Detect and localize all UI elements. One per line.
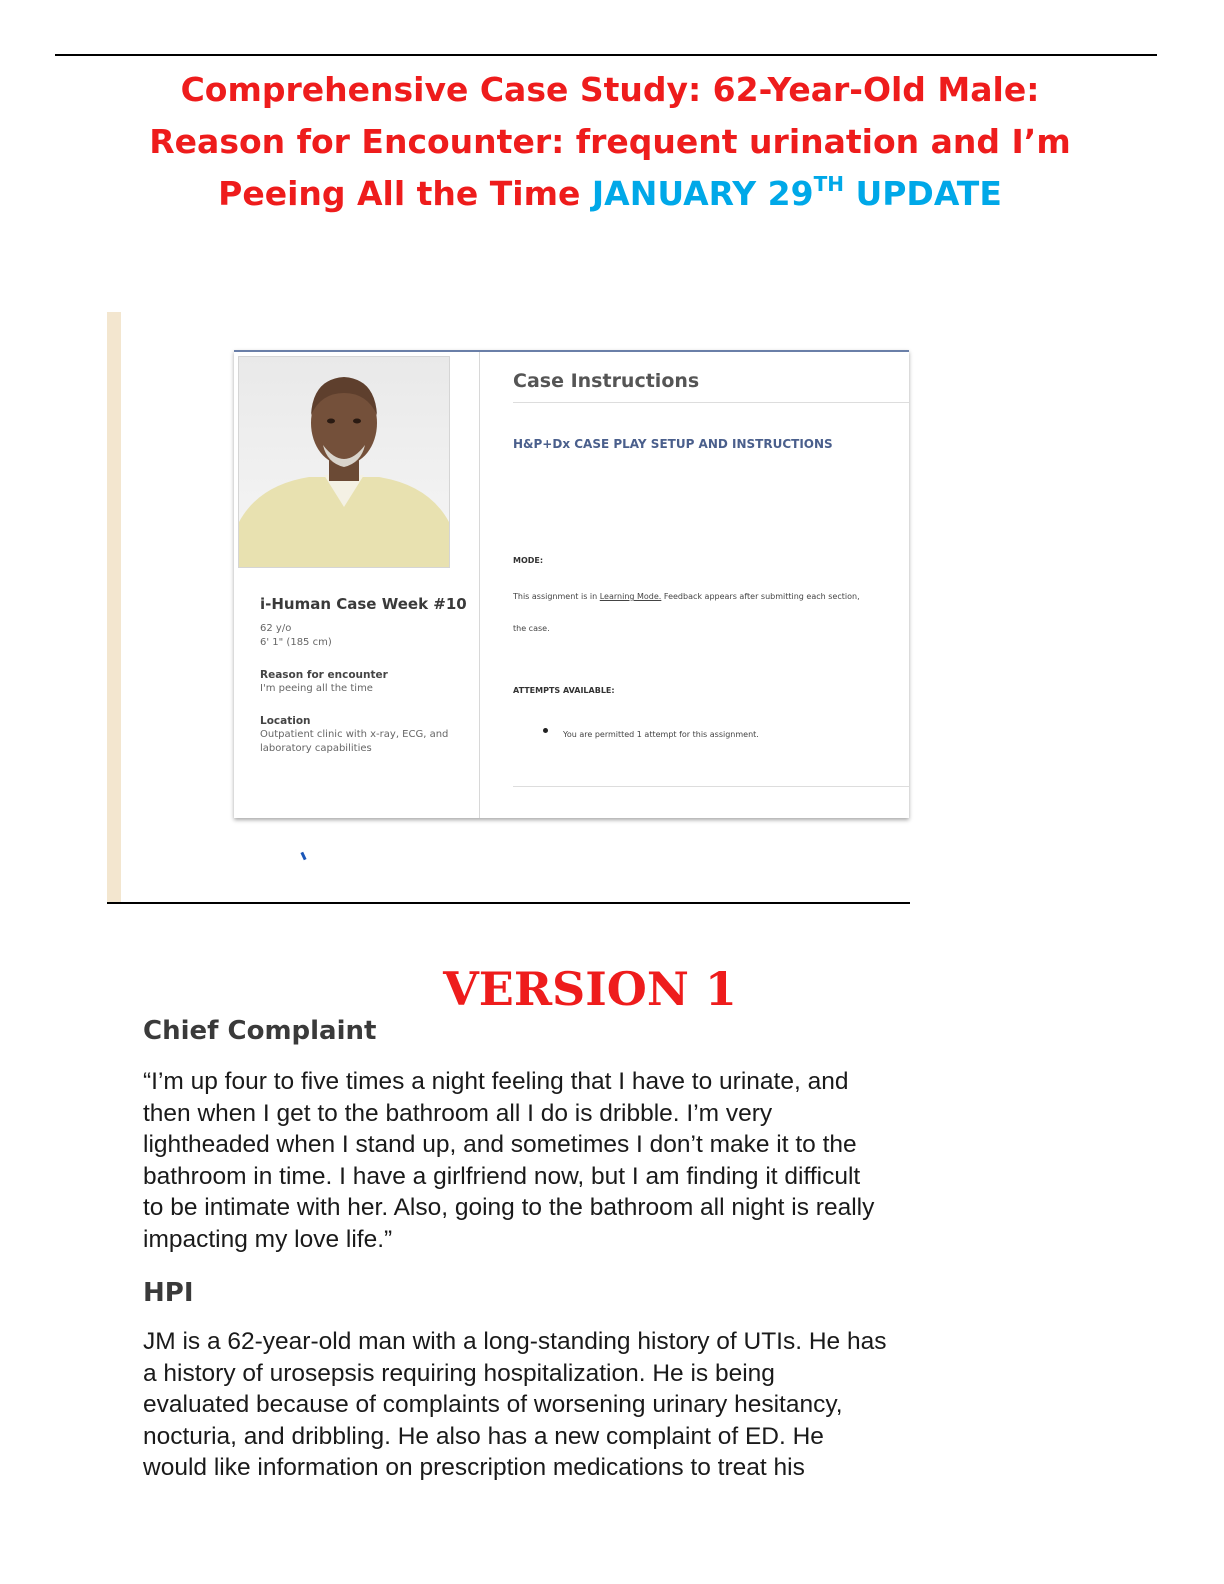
title-line-3 xyxy=(60,168,1160,220)
reason-label: Reason for encounter xyxy=(260,669,388,681)
cursor-icon xyxy=(300,852,306,861)
patient-avatar-icon xyxy=(239,357,449,567)
attempts-label: ATTEMPTS AVAILABLE: xyxy=(513,686,615,695)
chief-complaint-line: then when I get to the bathroom all I do is dribble. I’m very xyxy=(143,1099,773,1127)
title-line-1: Comprehensive Case Study: 62-Year-Old Male: xyxy=(180,70,1040,109)
title-line-2: Reason for Encounter: frequent urination and I’m xyxy=(149,122,1071,161)
hpi-line: nocturia, and dribbling. He also has a new complaint of ED. He xyxy=(143,1422,824,1450)
chief-complaint-heading: Chief Complaint xyxy=(143,1016,377,1046)
hpi-line: evaluated because of complaints of worsening urinary hesitancy, xyxy=(143,1391,843,1418)
instructions-divider xyxy=(513,402,909,403)
location-label: Location xyxy=(260,715,311,727)
chief-complaint-line: impacting my love life.” xyxy=(143,1225,393,1253)
case-instructions-panel xyxy=(479,352,909,818)
instructions-bottom-divider xyxy=(513,786,909,787)
mode-label: MODE: xyxy=(513,556,544,565)
hpi-line: would like information on prescription medications to treat his xyxy=(143,1454,805,1481)
title-line-3-text: Peeing All the Time xyxy=(218,174,581,213)
case-screenshot xyxy=(107,312,909,902)
chief-complaint-line: bathroom in time. I have a girlfriend now, but I am finding it difficult xyxy=(143,1162,861,1190)
instructions-title: Case Instructions xyxy=(513,370,700,392)
location-value-line-1: Outpatient clinic with x-ray, ECG, and xyxy=(260,729,449,740)
mode-text xyxy=(513,592,860,601)
patient-age: 62 y/o xyxy=(260,623,292,634)
case-name: i-Human Case Week #10 xyxy=(260,595,467,613)
attempts-item: You are permitted 1 attempt for this assignment. xyxy=(563,730,759,739)
hpi-text xyxy=(143,1326,1073,1484)
screenshot-bottom-rule xyxy=(107,902,910,904)
patient-photo xyxy=(238,356,450,568)
reason-value: I'm peeing all the time xyxy=(260,683,373,694)
top-rule xyxy=(55,54,1157,56)
version-heading: VERSION 1 xyxy=(443,962,737,1016)
instructions-subtitle: H&P+Dx CASE PLAY SETUP AND INSTRUCTIONS xyxy=(513,437,833,451)
case-card-left xyxy=(234,352,480,818)
screenshot-side-bar xyxy=(107,312,121,902)
chief-complaint-text xyxy=(143,1066,1073,1255)
chief-complaint-line: to be intimate with her. Also, going to the bathroom all night is really xyxy=(143,1194,875,1221)
mode-text-post: Feedback appears after submitting each section, xyxy=(661,592,860,601)
update-sup: TH xyxy=(813,172,844,196)
update-prefix: JANUARY 29 xyxy=(591,174,814,213)
hpi-line: a history of urosepsis requiring hospitalization. He is being xyxy=(143,1359,775,1387)
document-title xyxy=(60,64,1160,220)
learning-mode-link[interactable]: Learning Mode. xyxy=(599,592,662,601)
location-value-line-2: laboratory capabilities xyxy=(260,743,372,754)
hpi-heading: HPI xyxy=(143,1278,194,1308)
reason-section xyxy=(260,668,388,696)
bullet-icon xyxy=(543,728,548,733)
case-card xyxy=(234,350,909,818)
mode-text-pre: This assignment is in xyxy=(513,592,600,601)
location-section xyxy=(260,714,448,756)
patient-height: 6' 1" (185 cm) xyxy=(260,637,332,648)
update-label xyxy=(592,174,1002,213)
patient-info xyxy=(260,622,332,650)
hpi-line: JM is a 62-year-old man with a long-standing history of UTIs. He has xyxy=(143,1328,887,1355)
update-suffix: UPDATE xyxy=(855,174,1002,213)
chief-complaint-line: “I’m up four to five times a night feeling that I have to urinate, and xyxy=(143,1068,849,1095)
chief-complaint-line: lightheaded when I stand up, and sometimes I don’t make it to the xyxy=(143,1131,857,1158)
mode-text-line-2: the case. xyxy=(513,624,550,633)
